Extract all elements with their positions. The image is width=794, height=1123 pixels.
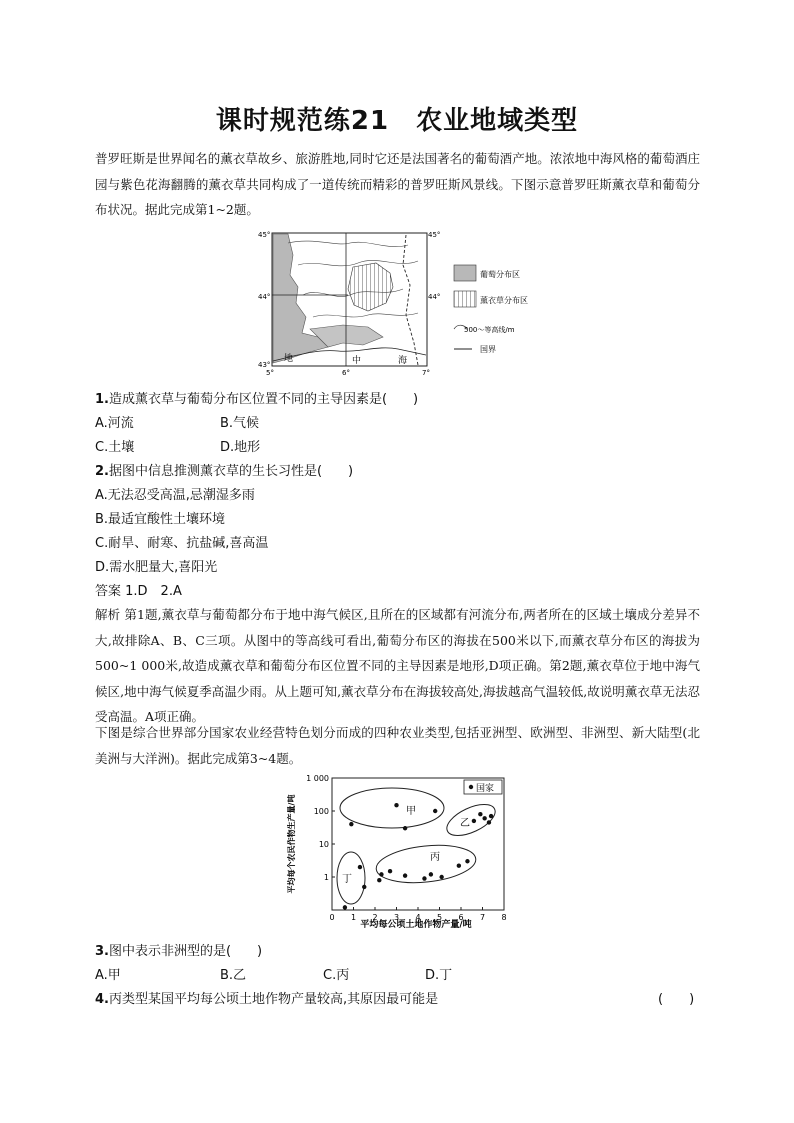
answer-parenthesis: ( ) [658,992,695,1007]
option-d[interactable]: D.地形 [220,440,261,455]
option-a[interactable]: A.河流 [95,416,134,431]
option-c[interactable]: C.丙 [323,968,350,983]
option-b[interactable]: B.乙 [220,968,247,983]
option-d[interactable]: D.丁 [425,968,453,983]
data-point [489,814,493,818]
option-d[interactable]: D.需水肥量大,喜阳光 [95,560,218,575]
x-tick-label: 6 [458,913,464,922]
option-b[interactable]: B.气候 [220,416,260,431]
data-point [482,816,486,820]
sea-label: 海 [398,356,408,366]
x-tick-label: 2 [372,913,378,922]
intro-paragraph-2: 下图是综合世界部分国家农业经营特色划分而成的四种农业类型,包括亚洲型、欧洲型、非洲型、新大陆型(北美洲与大洋洲)。据此完成第3~4题。 [95,725,700,766]
data-point [358,865,362,869]
y-tick-label: 1 [323,873,329,882]
data-point [403,873,407,877]
data-point [379,872,383,876]
data-point [343,905,347,909]
lon-label: 5° [266,369,274,377]
y-tick-label: 1 000 [306,774,329,783]
data-point [349,822,353,826]
data-point [457,864,461,868]
sea-label: 中 [352,356,362,366]
group-label: 乙 [460,818,470,829]
data-point [422,876,426,880]
y-tick-label: 100 [313,807,329,816]
question-1 [95,388,418,407]
question-number: 3. [95,944,109,959]
x-axis-label: 平均每公顷土地作物产量/吨 [360,920,472,930]
question-text: 造成薰衣草与葡萄分布区位置不同的主导因素是( ) [108,392,419,407]
plot-frame [332,778,504,910]
option-c[interactable]: C.耐旱、耐寒、抗盐碱,喜高温 [95,536,269,551]
legend-lavender-swatch [454,291,476,307]
data-point [439,875,443,879]
legend-border-label: 国界 [480,345,496,354]
lat-label: 45° [258,231,271,239]
agriculture-scatter-chart [280,772,520,932]
answer-line: 答案 1.D 2.A [95,584,182,599]
question-2 [95,460,353,479]
group-label: 丁 [342,874,352,885]
data-point [487,820,491,824]
data-point [472,819,476,823]
legend-grape-swatch [454,265,476,281]
question-number: 2. [95,464,109,479]
data-point [403,826,407,830]
group-label: 丙 [430,852,440,863]
x-tick-label: 5 [436,913,443,922]
legend-dot [469,785,473,789]
data-point [478,812,482,816]
lat-label: 43° [258,361,271,369]
data-point [377,878,381,882]
analysis-paragraph: 解析 第1题,薰衣草与葡萄都分布于地中海气候区,且所在的区域都有河流分布,两者所在的区域土壤成分差异不大,故排除A、B、C三项。从图中的等高线可看出,葡萄分布区的海拔在500米以下,而薰衣草分布区的海拔为500~1 000米,故造成薰衣草和葡萄分布区位置不同的主导因素是地形,D项正确。第2题,薰衣草位于地中海气候区,地中海气候夏季高温少雨。从上题可知,薰衣草分布在海拔较高处,海拔越高气温较低,故说明薰衣草无法忍受高温。A项正确。 [95,607,700,724]
question-text: 图中表示非洲型的是( ) [108,944,263,959]
x-tick-label: 3 [393,913,400,922]
question-text: 丙类型某国平均每公顷土地作物产量较高,其原因最可能是 [108,992,439,1007]
data-point [388,869,392,873]
intro-paragraph-1: 普罗旺斯是世界闻名的薰衣草故乡、旅游胜地,同时它还是法国著名的葡萄酒产地。浓浓地中海风格的葡萄酒庄园与紫色花海翻腾的薰衣草共同构成了一道传统而精彩的普罗旺斯风景线。下图示意普罗旺斯薰衣草和葡萄分布状况。据此完成第1~2题。 [95,151,700,217]
data-point [429,872,433,876]
provence-map [258,225,538,377]
data-point [465,859,469,863]
data-point [394,803,398,807]
x-tick-label: 0 [329,913,335,922]
x-tick-label: 4 [415,913,421,922]
question-3 [95,940,262,959]
lon-label: 6° [342,369,350,377]
y-axis-label: 平均每个农民作物生产量/吨 [287,794,296,894]
option-c[interactable]: C.土壤 [95,440,135,455]
question-number: 1. [95,392,109,407]
x-tick-label: 7 [479,913,486,922]
data-point [433,809,437,813]
lat-label: 44° [258,293,271,301]
option-b[interactable]: B.最适宜酸性土壤环境 [95,512,226,527]
group-label: 甲 [406,806,416,817]
legend-contour-label: 500～等高线/m [464,326,515,334]
legend-label: 国家 [476,784,495,794]
legend-lavender-label: 薰衣草分布区 [480,296,528,305]
x-tick-label: 8 [501,913,507,922]
data-point [362,885,366,889]
sea-label: 地 [284,354,294,364]
lat-label: 44° [428,293,441,301]
lat-label: 45° [428,231,441,239]
page-title: 课时规范练21 农业地域类型 [215,106,579,136]
question-number: 4. [95,992,109,1007]
lon-label: 7° [422,369,430,377]
question-text: 据图中信息推测薰衣草的生长习性是( ) [108,464,354,479]
x-tick-label: 1 [350,913,357,922]
y-tick-label: 10 [318,840,329,849]
option-a[interactable]: A.无法忍受高温,忌潮湿多雨 [95,488,255,503]
question-4 [95,988,438,1007]
legend-grape-label: 葡萄分布区 [480,270,520,279]
option-a[interactable]: A.甲 [95,968,121,983]
